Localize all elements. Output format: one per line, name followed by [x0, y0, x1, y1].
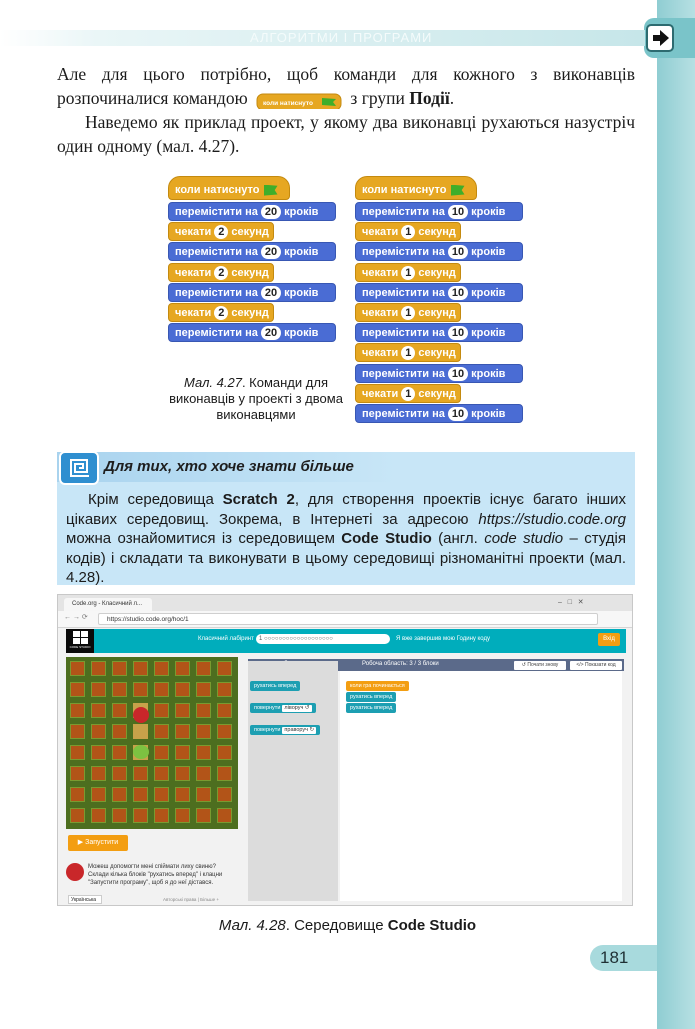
maze-cell: [91, 661, 106, 676]
block-text: чекати: [175, 307, 212, 319]
p1-end: .: [449, 88, 455, 108]
maze-cell: [196, 682, 211, 697]
block-number-input: 1: [401, 387, 415, 401]
wait-seconds-block: [355, 343, 461, 362]
maze-cell: [70, 787, 85, 802]
info-t1: Крім середовища: [88, 491, 223, 508]
green-flag-icon: [451, 185, 465, 196]
maze-cell: [196, 724, 211, 739]
wait-seconds-block: [355, 263, 461, 282]
block-number-input: 2: [214, 266, 228, 280]
maze-cell: [133, 787, 148, 802]
maze-cell: [91, 745, 106, 760]
hour-of-code-done[interactable]: Я вже завершив мою Годину коду: [396, 636, 490, 642]
show-code-button[interactable]: </> Показати код: [570, 661, 622, 670]
block-text: чекати: [362, 347, 399, 360]
maze-cell: [70, 745, 85, 760]
maze-cell: [91, 724, 106, 739]
info-t3: можна ознайомитися із середовищем: [66, 530, 342, 547]
maze-cell: [133, 682, 148, 697]
move-steps-block: [355, 242, 523, 261]
maze-cell: [175, 703, 190, 718]
move-steps-block: [168, 242, 336, 261]
maze-cell: [196, 703, 211, 718]
fig-4-27-caption: [168, 375, 344, 423]
workspace-label: Робоча область: 3 / 3 блоки: [362, 661, 439, 667]
maze-cell: [196, 766, 211, 781]
maze-cell: [175, 766, 190, 781]
block-unit: кроків: [471, 286, 506, 299]
wait-seconds-block: [168, 303, 274, 322]
block-text: чекати: [362, 387, 399, 400]
green-flag-icon: [264, 185, 278, 196]
start-over-button[interactable]: ↺ Почати знову: [514, 661, 566, 670]
maze-cell: [154, 766, 169, 781]
url-field[interactable]: https://studio.code.org/hoc/1: [98, 613, 598, 625]
level-progress[interactable]: 1 ○○○○○○○○○○○○○○○○○○○: [256, 634, 390, 644]
show-code-label: Показати код: [584, 662, 616, 668]
ws-move-forward-1[interactable]: рухатись вперед: [346, 692, 396, 702]
paragraph-1: [57, 62, 635, 110]
block-number-input: 2: [214, 225, 228, 239]
maze-cell: [196, 787, 211, 802]
maze-cell: [217, 745, 232, 760]
wait-seconds-block: [168, 222, 274, 241]
block-text: перемістити на: [362, 246, 445, 259]
maze-cell: [217, 787, 232, 802]
block-unit: секунд: [418, 347, 456, 360]
maze-cell: [217, 682, 232, 697]
maze-cell: [91, 703, 106, 718]
fig-4-27-label: Мал. 4.27: [184, 375, 242, 390]
block-text: перемістити на: [362, 327, 445, 340]
maze-cell: [70, 766, 85, 781]
footer-links[interactable]: Авторські права | Більше +: [163, 897, 219, 902]
turn-right-label: повернути: [254, 727, 281, 733]
ws-when-run[interactable]: коли гра починається: [346, 681, 409, 691]
block-text: чекати: [362, 266, 399, 279]
block-unit: кроків: [471, 367, 506, 380]
block-unit: кроків: [284, 206, 319, 218]
maze-cell: [196, 808, 211, 823]
block-number-input: 20: [261, 205, 281, 219]
block-unit: кроків: [471, 408, 506, 420]
code-studio-screenshot: [57, 594, 633, 906]
maze-cell: [154, 682, 169, 697]
maze-cell: [133, 766, 148, 781]
login-button[interactable]: Вхід: [598, 633, 620, 646]
maze-cell: [196, 661, 211, 676]
block-text: перемістити на: [362, 367, 445, 380]
toolbox: [248, 661, 338, 901]
block-text: перемістити на: [175, 286, 258, 299]
move-steps-block: [355, 404, 523, 423]
block-number-input: 1: [401, 346, 415, 360]
language-select[interactable]: Українська: [68, 895, 102, 904]
block-text: перемістити на: [362, 206, 445, 218]
maze-cell: [175, 808, 190, 823]
paragraph-2: Наведемо як приклад проект, у якому два виконавці рухаються назустріч один одному (мал. 4.27).: [57, 112, 635, 156]
block-number-input: 1: [401, 225, 415, 239]
maze-grid: [66, 657, 238, 829]
maze-cell: [112, 682, 127, 697]
block-unit: секунд: [231, 226, 269, 239]
maze-cell: [154, 808, 169, 823]
block-number-input: 10: [448, 407, 468, 421]
hint-bird-icon: [66, 863, 84, 881]
red-bird-icon: [133, 707, 149, 723]
turn-left-select[interactable]: ліворуч ↺: [284, 705, 310, 711]
info-text: [66, 490, 626, 588]
maze-cell: [70, 703, 85, 718]
block-text: чекати: [175, 266, 212, 279]
maze-cell: [91, 787, 106, 802]
info-t4: (англ.: [431, 530, 485, 547]
info-t2: , для створення проектів існує багато інших цікавих середовищ. Зокрема, в Інтернеті за адресою: [66, 491, 627, 528]
move-steps-block: [355, 323, 523, 342]
block-unit: секунд: [418, 266, 456, 279]
toolbox-move-forward[interactable]: рухатись вперед: [250, 681, 300, 691]
maze-cell: [112, 661, 127, 676]
maze-cell: [175, 682, 190, 697]
block-unit: секунд: [418, 226, 456, 239]
start-over-label: Почати знову: [527, 662, 559, 668]
info-spiral-icon: [59, 451, 99, 485]
hint-text: Можеш допомогти мені спіймати лиху свиню? Склади кілька блоків "рухатись вперед" і клацни "Запустити програму", щоб я до неї дістався.: [88, 864, 223, 886]
toolbox-turn-right[interactable]: [250, 725, 320, 735]
maze-cell: [91, 808, 106, 823]
maze-cell: [196, 745, 211, 760]
next-arrow-icon[interactable]: [646, 24, 674, 52]
block-unit: кроків: [471, 246, 506, 259]
block-text: перемістити на: [175, 246, 258, 259]
when-flag-clicked-block: коли натиснуто: [168, 176, 290, 200]
maze-cell: [154, 724, 169, 739]
info-url: https://studio.code.org: [478, 510, 626, 528]
level-title: Класичний лабіринт: [198, 636, 254, 642]
page-number: 181: [600, 948, 629, 967]
block-number-input: 20: [261, 245, 281, 259]
block-number-input: 1: [401, 306, 415, 320]
maze-cell: [70, 682, 85, 697]
maze-cell: [112, 766, 127, 781]
green-pig-icon: [133, 745, 149, 759]
browser-tab[interactable]: Code.org - Класичний л...: [64, 598, 152, 611]
block-number-input: 20: [261, 286, 281, 300]
toolbox-turn-left[interactable]: [250, 703, 316, 713]
fig-4-28-bold: Code Studio: [387, 917, 477, 934]
fig-4-28-label: Мал. 4.28: [218, 917, 286, 934]
maze-cell: [154, 745, 169, 760]
block-text: перемістити на: [362, 408, 445, 420]
nav-arrows-icon[interactable]: ← → ⟳: [64, 614, 88, 621]
block-text: перемістити на: [362, 286, 445, 299]
block-number-input: 10: [448, 286, 468, 300]
maze-cell: [217, 724, 232, 739]
fig-4-28-caption: [0, 917, 695, 934]
block-unit: кроків: [471, 206, 506, 218]
run-label: Запустити: [85, 839, 119, 846]
maze-cell: [70, 661, 85, 676]
block-number-input: 20: [261, 326, 281, 340]
maze-cell: [70, 808, 85, 823]
block-unit: секунд: [418, 307, 456, 319]
block-text: перемістити на: [175, 206, 258, 218]
info-t5: – студія кодів) і складати та виконувати в цьому середовищі різноманітні проекти (мал. 4.28).: [66, 530, 626, 586]
block-number-input: 10: [448, 205, 468, 219]
maze-cell: [154, 787, 169, 802]
maze-cell: [217, 703, 232, 718]
maze-cell: [133, 808, 148, 823]
maze-cell: [217, 766, 232, 781]
maze-cell: [217, 808, 232, 823]
maze-cell: [70, 724, 85, 739]
block-text: чекати: [175, 226, 212, 239]
section-title: АЛГОРИТМИ І ПРОГРАМИ: [250, 30, 433, 45]
ws-move-forward-2[interactable]: рухатись вперед: [346, 703, 396, 713]
maze-cell: [91, 766, 106, 781]
info-code-studio-en: code studio: [484, 530, 564, 547]
block-unit: кроків: [284, 286, 319, 299]
block-unit: секунд: [418, 387, 456, 400]
block-text: чекати: [362, 307, 399, 319]
fig-4-28-text: . Середовище: [285, 917, 388, 934]
block-number-input: 10: [448, 245, 468, 259]
block-unit: секунд: [231, 307, 269, 319]
maze-cell: [112, 787, 127, 802]
maze-cell: [112, 745, 127, 760]
maze-cell: [175, 745, 190, 760]
block-unit: кроків: [284, 246, 319, 259]
move-steps-block: [355, 364, 523, 383]
block-number-input: 10: [448, 326, 468, 340]
run-button[interactable]: ▶ Запустити: [68, 835, 128, 851]
move-steps-block: [355, 202, 523, 221]
when-clicked-inline-block: [256, 91, 342, 109]
maze-cell: [133, 661, 148, 676]
block-unit: кроків: [471, 327, 506, 340]
block-number-input: 2: [214, 306, 228, 320]
maze-cell: [154, 703, 169, 718]
turn-right-select[interactable]: праворуч ↻: [284, 727, 315, 733]
maze-cell: [112, 808, 127, 823]
wait-seconds-block: [168, 263, 274, 282]
wait-seconds-block: [355, 222, 461, 241]
maze-cell: [175, 661, 190, 676]
maze-cell: [112, 703, 127, 718]
code-studio-logo: [66, 629, 94, 653]
block-unit: кроків: [284, 327, 319, 340]
wait-seconds-block: [355, 384, 461, 403]
when-flag-clicked-block: коли натиснуто: [355, 176, 477, 200]
block-unit: секунд: [231, 266, 269, 279]
move-steps-block: [168, 202, 336, 221]
p1-text-2: з групи: [350, 88, 405, 108]
right-margin-strip: [657, 0, 695, 1029]
block-text: чекати: [362, 226, 399, 239]
maze-cell: [133, 724, 148, 739]
maze-cell: [91, 682, 106, 697]
turn-left-label: повернути: [254, 705, 281, 711]
fig-4-27-text: . Команди для виконавців у проекті з двома виконавцями: [169, 375, 343, 422]
maze-cell: [154, 661, 169, 676]
block-number-input: 1: [401, 266, 415, 280]
maze-cell: [217, 661, 232, 676]
info-scratch2: Scratch 2: [222, 491, 295, 508]
block-text: перемістити на: [175, 327, 258, 340]
maze-cell: [175, 787, 190, 802]
window-controls-icon[interactable]: – □ ✕: [558, 599, 584, 606]
p1-text-1: Але для цього потрібно, щоб команди для кожного з виконавців розпочиналися командою: [57, 64, 635, 108]
wait-seconds-block: [355, 303, 461, 322]
info-code-studio: Code Studio: [341, 530, 432, 547]
svg-text:коли натиснуто: коли натиснуто: [263, 99, 313, 107]
block-number-input: 10: [448, 367, 468, 381]
move-steps-block: [168, 283, 336, 302]
maze-cell: [112, 724, 127, 739]
move-steps-block: [168, 323, 336, 342]
move-steps-block: [355, 283, 523, 302]
maze-cell: [175, 724, 190, 739]
logo-text: CODE STUDIO: [69, 645, 91, 649]
level-number: 1: [259, 636, 263, 642]
info-title: Для тих, хто хоче знати більше: [104, 458, 354, 475]
p1-bold-events: Події: [409, 88, 450, 108]
